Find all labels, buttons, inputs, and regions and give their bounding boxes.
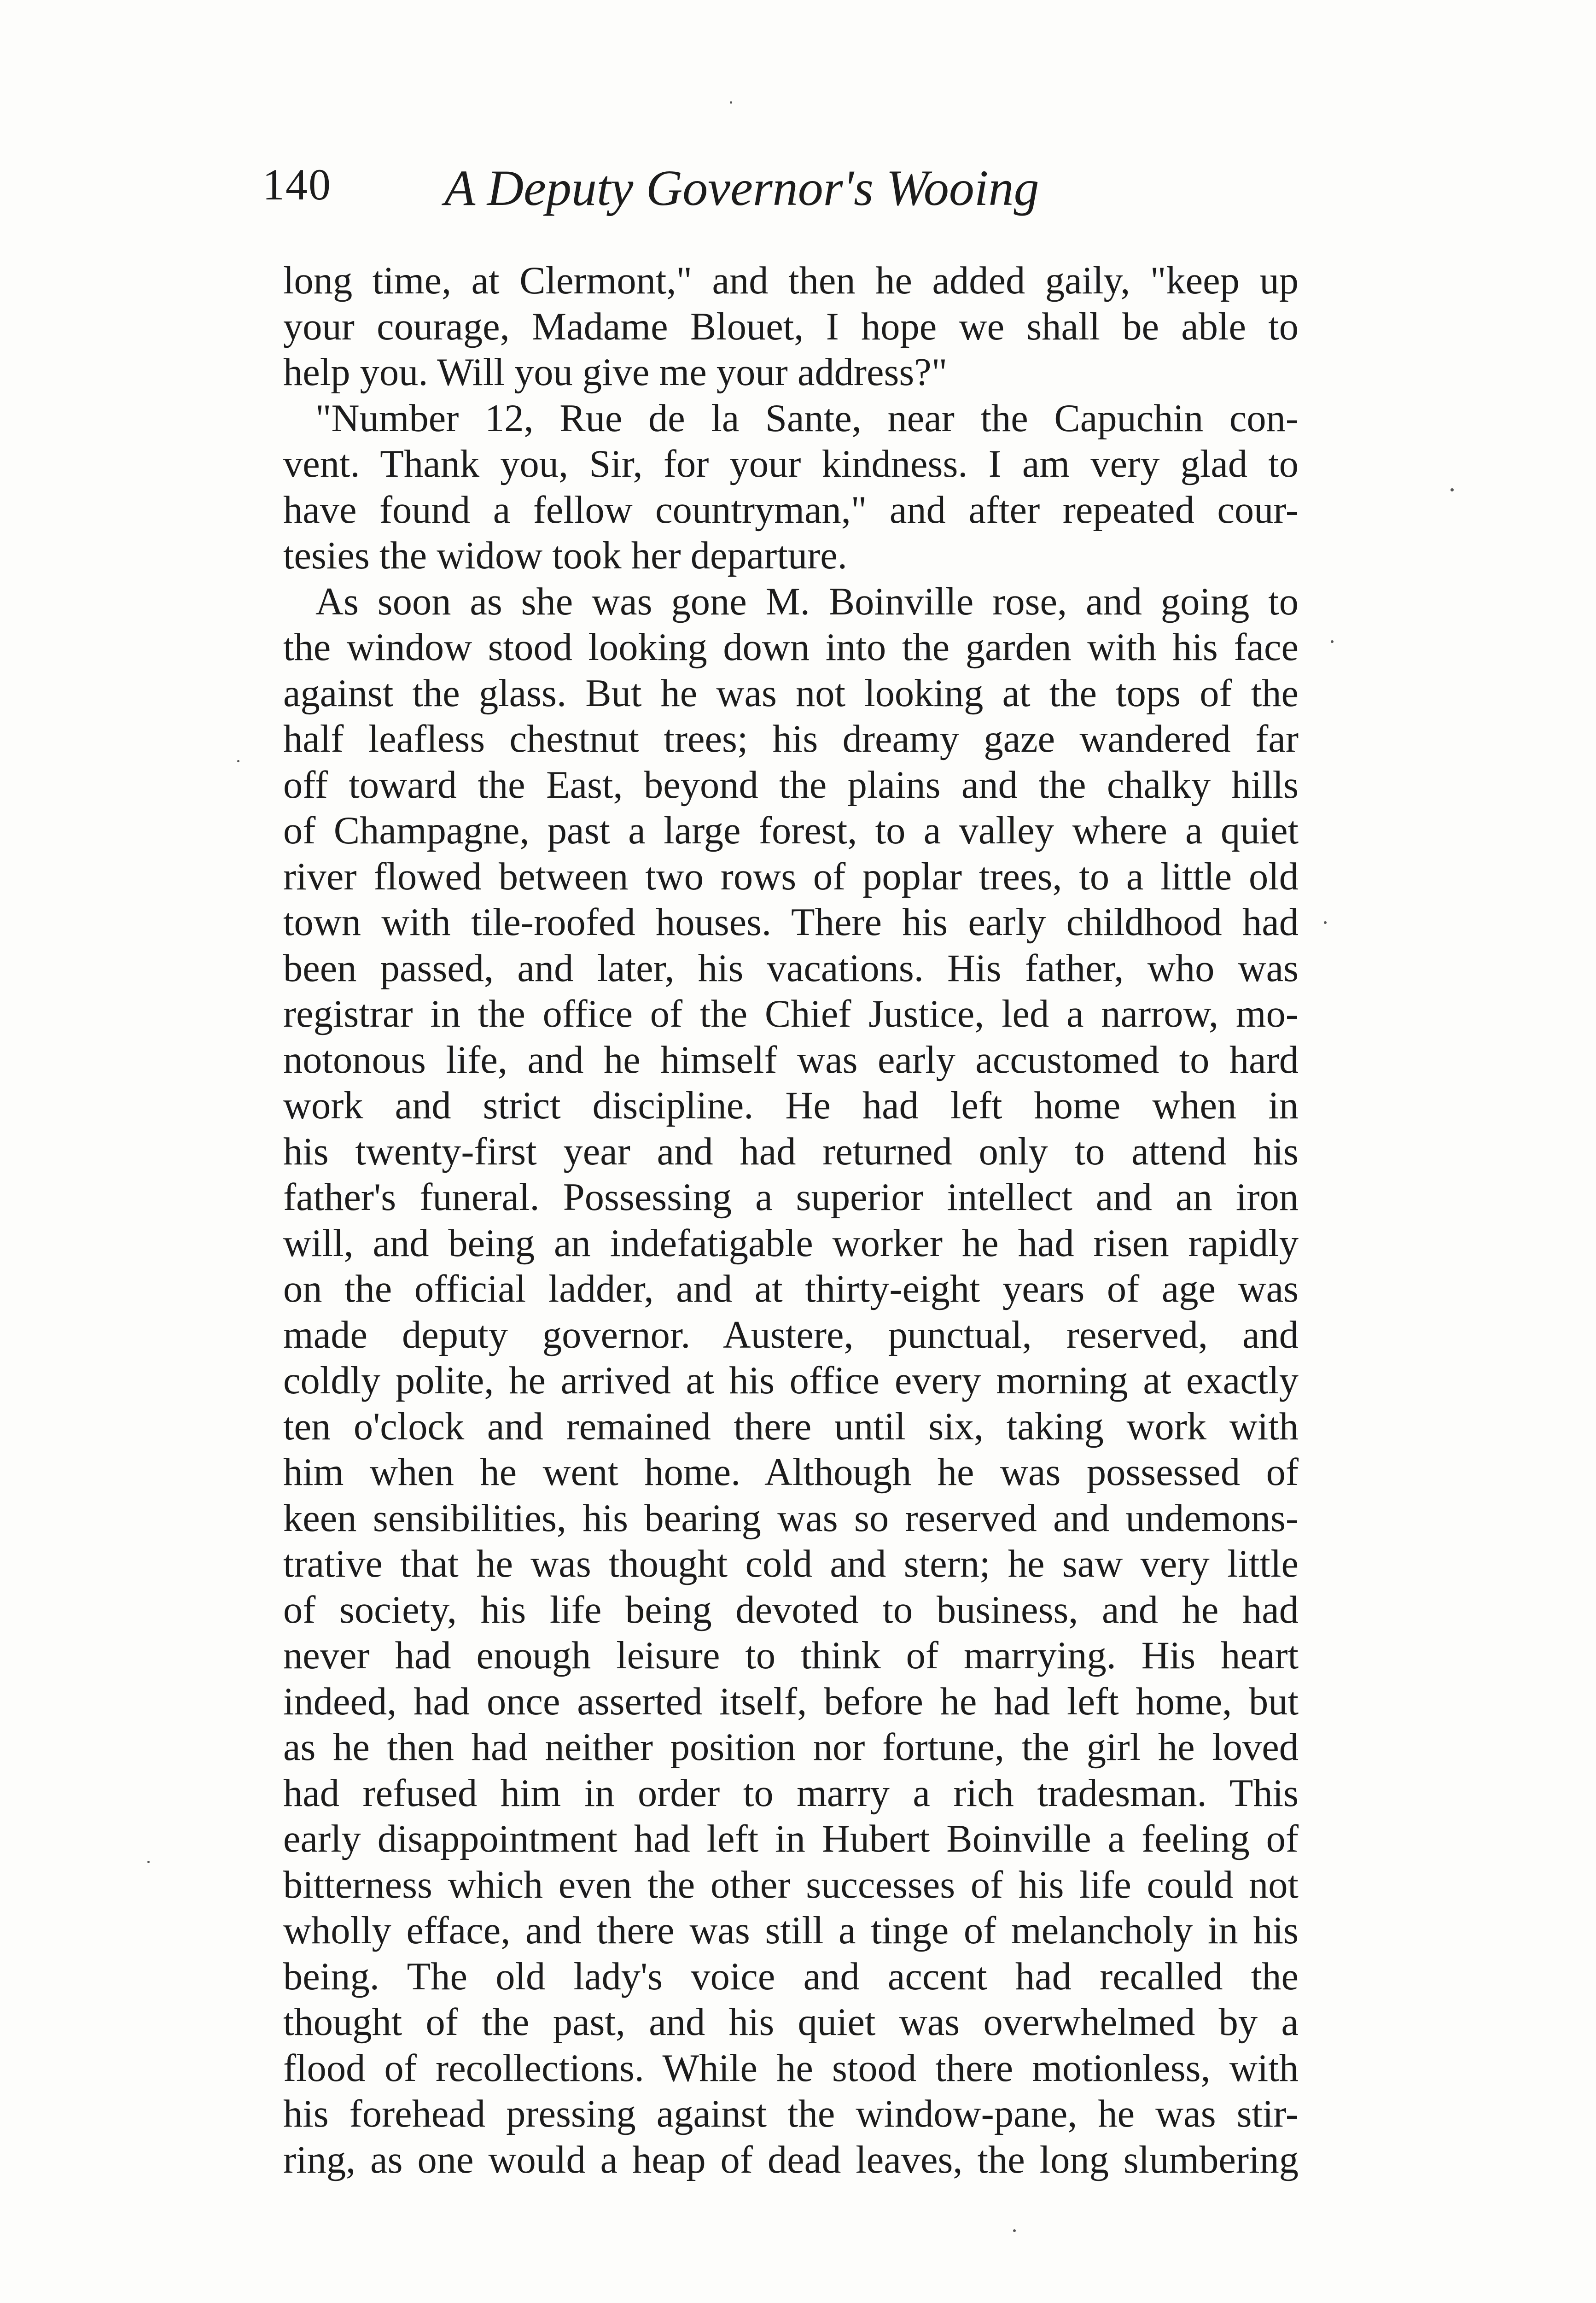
text-line: against the glass. But he was not looking at the tops of the (283, 672, 1299, 715)
body-text (283, 258, 1299, 2183)
text-line: as he then had neither position nor fortune, the girl he loved (283, 1726, 1299, 1769)
text-line: being. The old lady's voice and accent had recalled the (283, 1955, 1299, 1998)
paper-speck (1013, 2229, 1016, 2232)
text-line: notonous life, and he himself was early accustomed to hard (283, 1038, 1299, 1081)
text-line: ring, as one would a heap of dead leaves, the long slumbering (283, 2138, 1299, 2181)
text-line: town with tile-roofed houses. There his early childhood had (283, 901, 1299, 944)
text-line: keen sensibilities, his bearing was so reserved and undemons- (283, 1496, 1299, 1540)
text-line: registrar in the office of the Chief Justice, led a narrow, mo- (283, 993, 1299, 1035)
paper-speck (1450, 488, 1454, 491)
text-line: indeed, had once asserted itself, before he had left home, but (283, 1680, 1299, 1723)
text-line: his twenty-first year and had returned only to attend his (283, 1130, 1299, 1173)
text-line: been passed, and later, his vacations. His father, who was (283, 947, 1299, 990)
text-line: tesies the widow took her departure. (283, 534, 847, 577)
text-line: will, and being an indefatigable worker he had risen rapidly (283, 1222, 1299, 1265)
text-line: never had enough leisure to think of marrying. His heart (283, 1634, 1299, 1677)
text-line: him when he went home. Although he was possessed of (283, 1451, 1299, 1494)
running-title: A Deputy Governor's Wooing (444, 160, 1039, 216)
text-line: flood of recollections. While he stood there motionless, with (283, 2046, 1299, 2090)
text-line: vent. Thank you, Sir, for your kindness. I am very glad to (283, 443, 1299, 485)
text-line: "Number 12, Rue de la Sante, near the Capuchin con- (315, 397, 1299, 440)
paper-speck (730, 101, 732, 104)
text-line: had refused him in order to marry a rich tradesman. This (283, 1771, 1299, 1815)
text-line: early disappointment had left in Hubert Boinville a feeling of (283, 1818, 1299, 1860)
text-line: your courage, Madame Blouet, I hope we shall be able to (283, 305, 1299, 348)
text-line: bitterness which even the other successes of his life could not (283, 1863, 1299, 1906)
text-line: of society, his life being devoted to business, and he had (283, 1588, 1299, 1631)
text-line: his forehead pressing against the window-pane, he was stir- (283, 2093, 1299, 2135)
text-line: work and strict discipline. He had left home when in (283, 1084, 1299, 1127)
text-line: half leafless chestnut trees; his dreamy gaze wandered far (283, 718, 1299, 760)
text-line: father's funeral. Possessing a superior intellect and an iron (283, 1176, 1299, 1219)
text-line: river flowed between two rows of poplar trees, to a little old (283, 855, 1299, 898)
text-line: coldly polite, he arrived at his office every morning at exactly (283, 1359, 1299, 1402)
paper-speck (237, 760, 239, 762)
page-number: 140 (262, 160, 332, 209)
text-line: made deputy governor. Austere, punctual, reserved, and (283, 1313, 1299, 1356)
text-line: wholly efface, and there was still a tinge of melancholy in his (283, 1909, 1299, 1952)
page-header (262, 159, 1101, 228)
paper-speck (147, 1861, 150, 1863)
paper-speck (1324, 921, 1327, 924)
text-line: on the official ladder, and at thirty-eight years of age was (283, 1268, 1299, 1310)
text-line: help you. Will you give me your address?" (283, 351, 948, 394)
text-line: of Champagne, past a large forest, to a valley where a quiet (283, 809, 1299, 852)
text-line: thought of the past, and his quiet was overwhelmed by a (283, 2001, 1299, 2044)
text-line: As soon as she was gone M. Boinville rose, and going to (315, 580, 1299, 623)
text-line: ten o'clock and remained there until six, taking work with (283, 1405, 1299, 1448)
text-line: long time, at Clermont," and then he added gaily, "keep up (283, 259, 1299, 302)
text-line: have found a fellow countryman," and after repeated cour- (283, 488, 1299, 532)
text-line: trative that he was thought cold and stern; he saw very little (283, 1543, 1299, 1585)
text-line: off toward the East, beyond the plains and the chalky hills (283, 763, 1299, 807)
paper-speck (1331, 640, 1334, 643)
text-line: the window stood looking down into the garden with his face (283, 626, 1299, 669)
